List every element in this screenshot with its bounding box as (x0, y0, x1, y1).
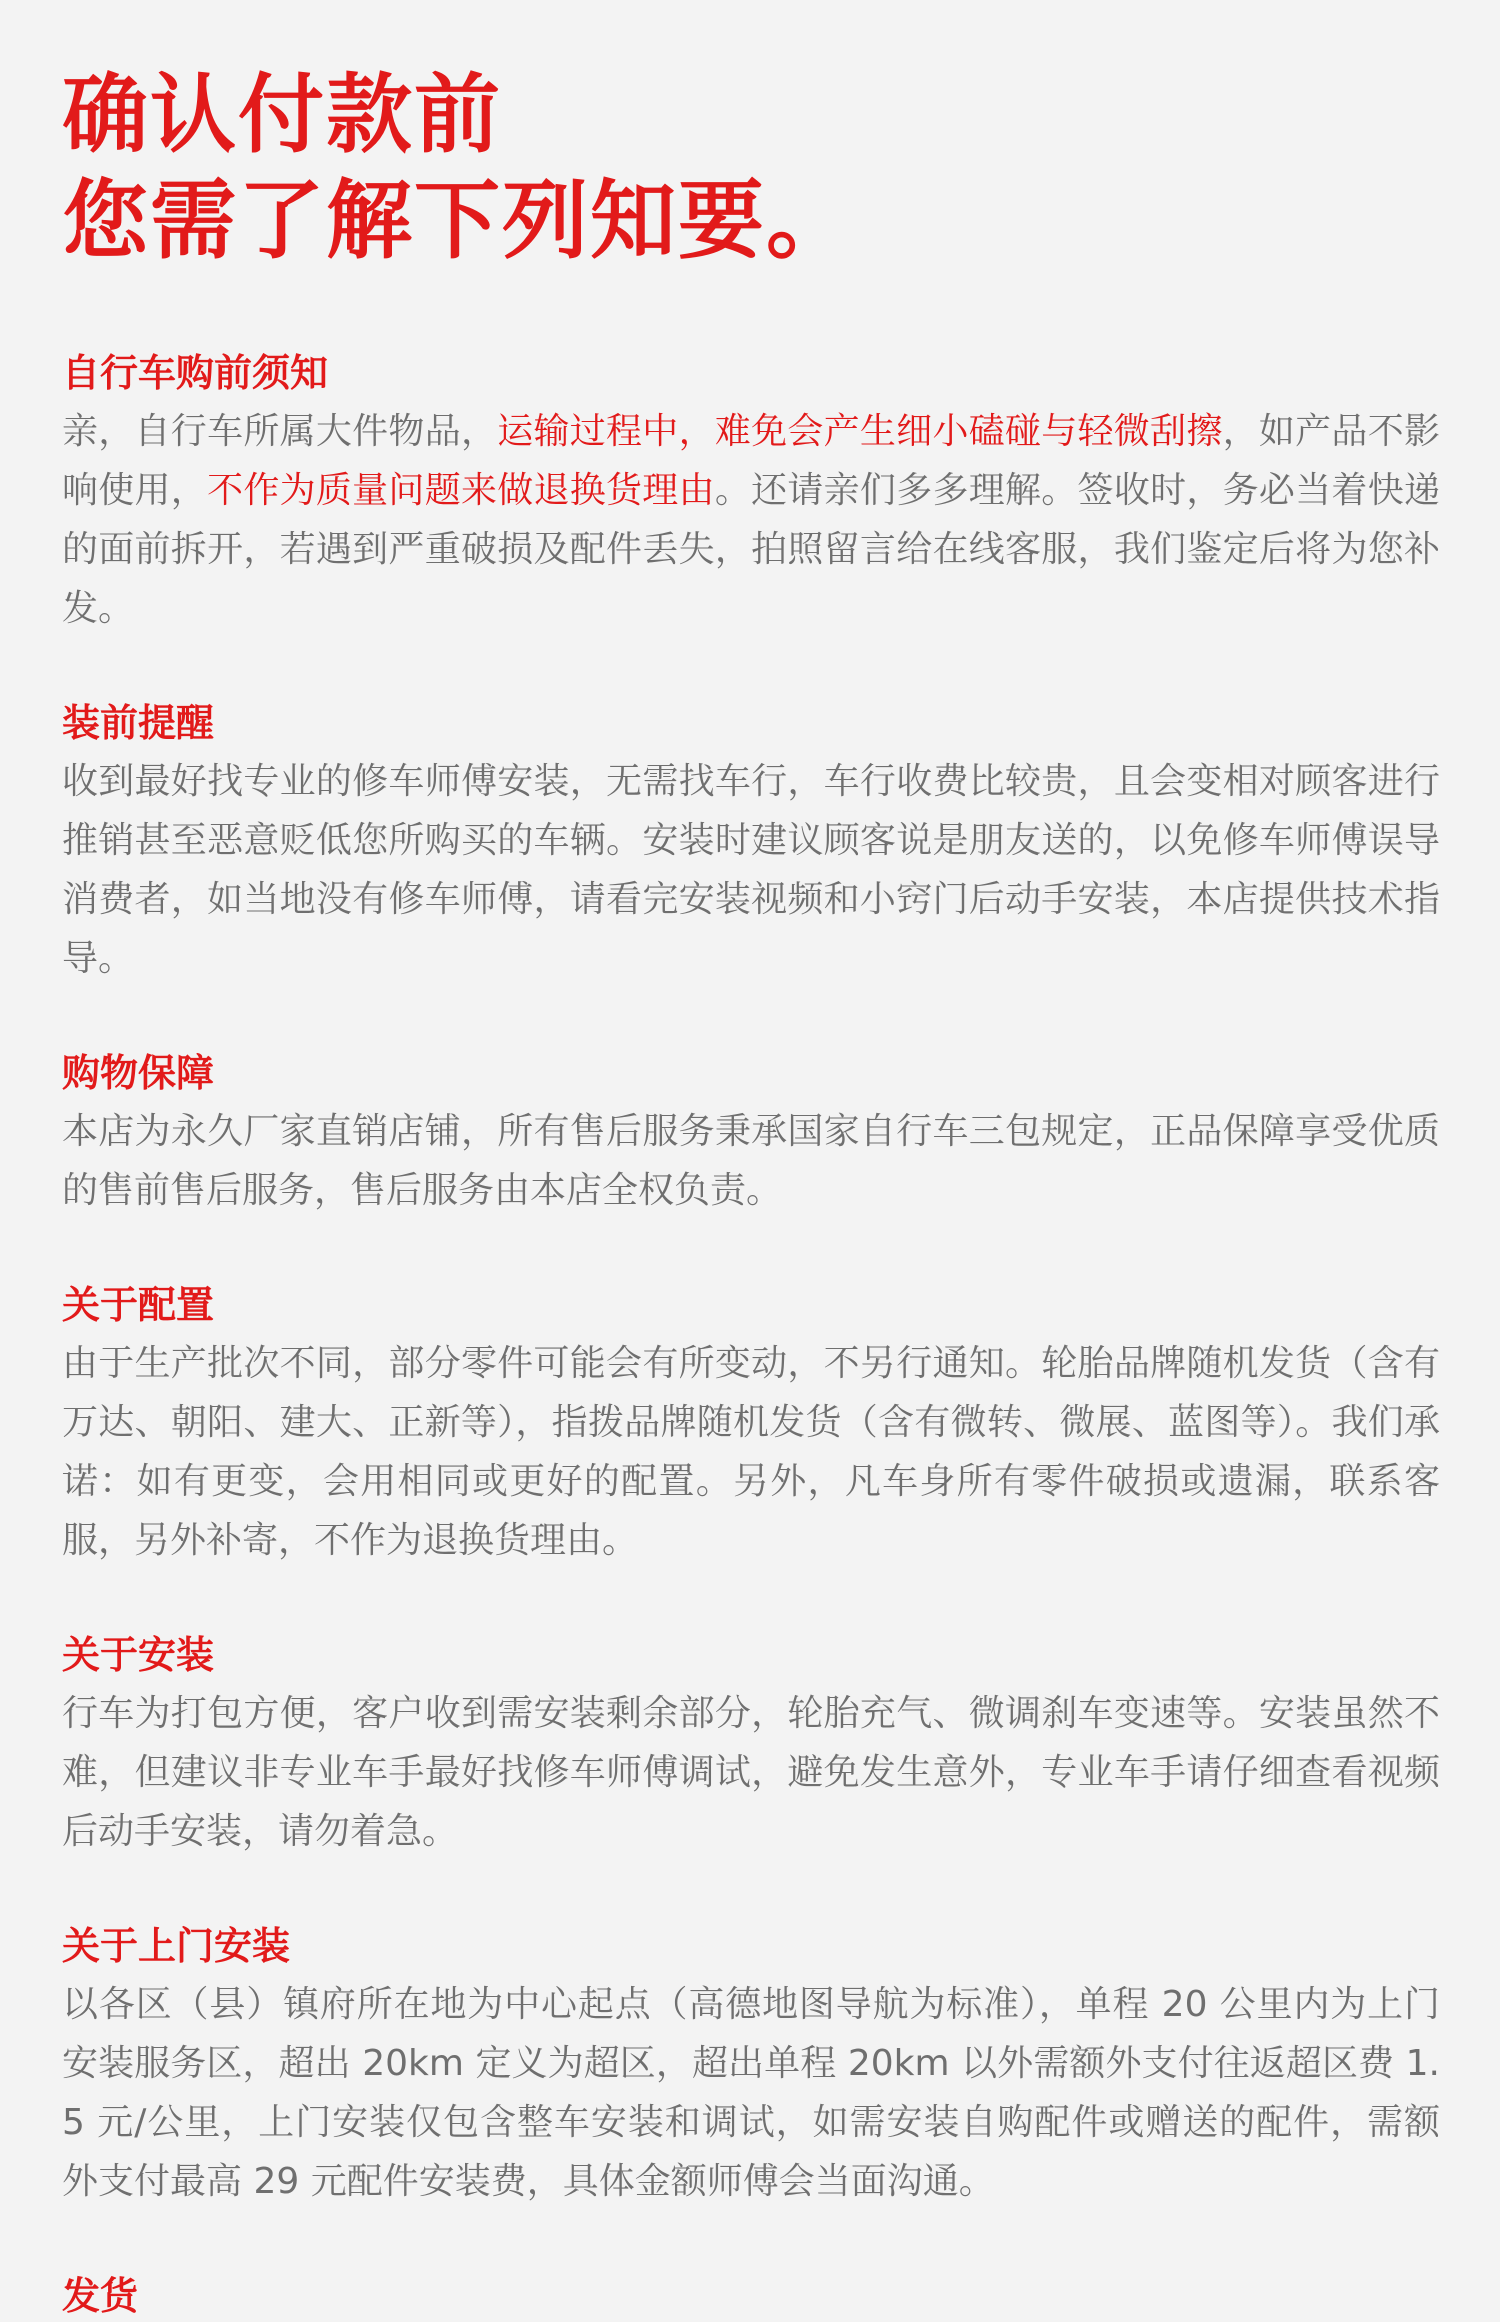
notice-section (62, 694, 1440, 988)
notice-section (62, 1917, 1440, 2211)
section-title: 发货 (62, 2274, 139, 2318)
notice-section (62, 1044, 1440, 1220)
section-body (62, 752, 1440, 988)
notice-section (62, 1626, 1440, 1861)
section-title: 购物保障 (62, 1051, 215, 1095)
body-text: ，如产品不影响使用， (62, 411, 1440, 511)
highlighted-text: 运输过程中，难免会产生细小磕碰与轻微刮擦 (497, 411, 1223, 452)
notice-sections (62, 344, 1440, 2322)
body-text: 本店为永久厂家直销店铺，所有售后服务秉承国家自行车三包规定，正品保障享受优质的售前售后服务，售后服务由本店全权负责。 (62, 1111, 1440, 1211)
section-body (62, 1102, 1440, 1220)
highlighted-text: 不作为质量问题来做退换货理由 (207, 470, 715, 511)
section-title: 装前提醒 (62, 701, 215, 745)
section-title: 关于配置 (62, 1283, 215, 1327)
body-text: 。还请亲们多多理解。签收时，务必当着快递的面前拆开，若遇到严重破损及配件丢失，拍照留言给在线客服，我们鉴定后将为您补发。 (62, 470, 1440, 629)
headline-line-1: 确认付款前 (62, 65, 502, 165)
body-text: 收到最好找专业的修车师傅安装，无需找车行，车行收费比较贵，且会变相对顾客进行推销甚至恶意贬低您所购买的车辆。安装时建议顾客说是朋友送的，以免修车师傅误导消费者，如当地没有修车师傅，请看完安装视频和小窍门后动手安装，本店提供技术指导。 (62, 761, 1440, 979)
section-body (62, 1975, 1440, 2211)
body-text: 亲，自行车所属大件物品， (62, 411, 498, 452)
body-text: 由于生产批次不同，部分零件可能会有所变动，不另行通知。轮胎品牌随机发货（含有万达、朝阳、建大、正新等），指拨品牌随机发货（含有微转、微展、蓝图等）。我们承诺：如有更变，会用相同或更好的配置。另外，凡车身所有零件破损或遗漏，联系客服，另外补寄，不作为退换货理由。 (62, 1343, 1440, 1561)
section-body (62, 1684, 1440, 1861)
body-text: 以各区（县）镇府所在地为中心起点（高德地图导航为标准），单程 20 公里内为上门安装服务区，超出 20km 定义为超区，超出单程 20km 以外需额外支付往返超区费 1.5 元/公里，上门安装仅包含整车安装和调试，如需安装自购配件或赠送的配件，需额外支付最高 29 元配件安装费，具体金额师傅会当面沟通。 (62, 1984, 1440, 2202)
section-body (62, 1334, 1440, 1570)
section-title: 关于上门安装 (62, 1924, 291, 1968)
section-title: 关于安装 (62, 1633, 215, 1677)
notice-section (62, 344, 1440, 638)
section-body (62, 402, 1440, 638)
body-text: 行车为打包方便，客户收到需安装剩余部分，轮胎充气、微调刹车变速等。安装虽然不难，但建议非专业车手最好找修车师傅调试，避免发生意外，专业车手请仔细查看视频后动手安装，请勿着急。 (62, 1693, 1440, 1852)
notice-section (62, 1276, 1440, 1570)
section-title: 自行车购前须知 (62, 351, 329, 395)
headline-line-2: 您需了解下列知要。 (62, 171, 854, 271)
page-headline (62, 62, 1440, 274)
notice-section (62, 2267, 1440, 2322)
